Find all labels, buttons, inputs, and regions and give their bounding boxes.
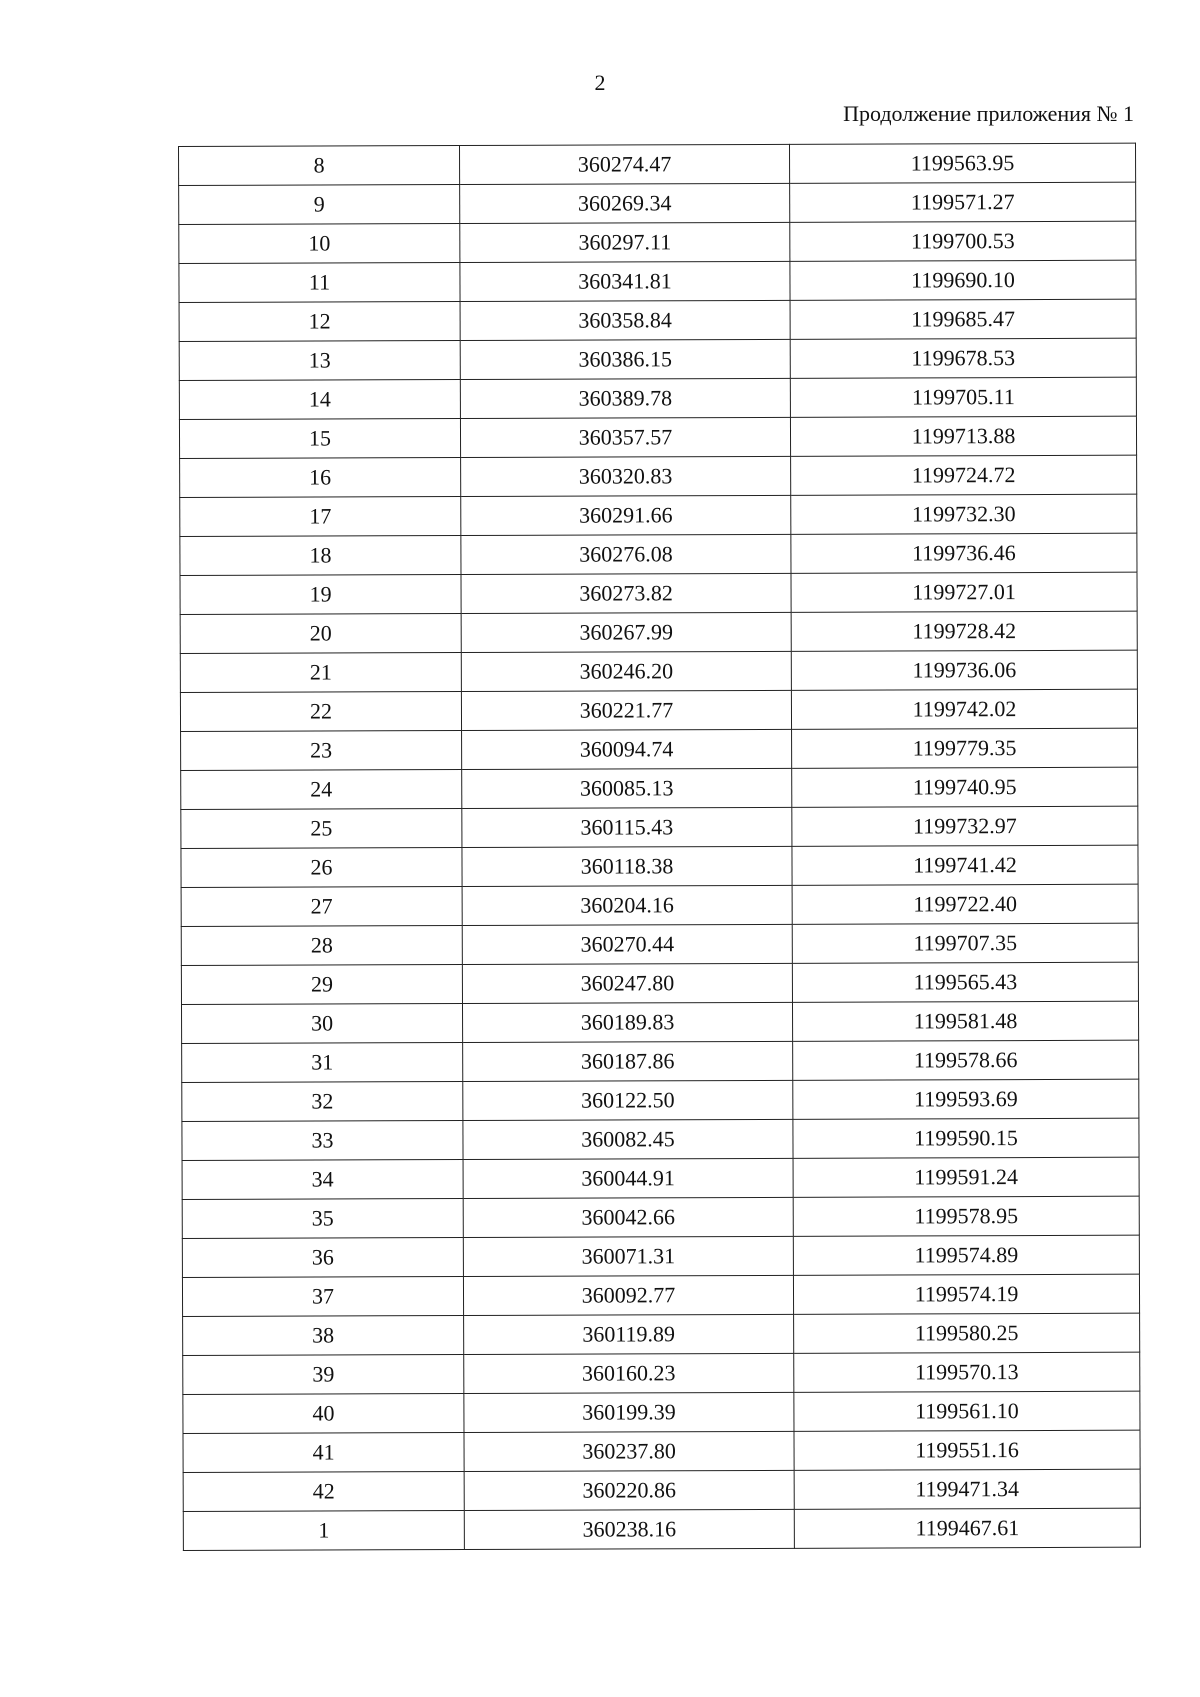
table-row <box>179 260 1136 302</box>
table-row <box>181 767 1138 809</box>
point-number-cell: 9 <box>179 185 460 225</box>
table-row <box>183 1508 1140 1550</box>
point-number-cell: 33 <box>182 1121 463 1161</box>
table-row <box>181 884 1138 926</box>
y-coordinate-cell: 1199593.69 <box>793 1079 1139 1119</box>
point-number-cell: 14 <box>179 380 460 420</box>
y-coordinate-cell: 1199722.40 <box>792 884 1138 924</box>
x-coordinate-cell: 360092.77 <box>463 1275 793 1315</box>
y-coordinate-cell: 1199727.01 <box>791 572 1137 612</box>
y-coordinate-cell: 1199565.43 <box>792 962 1138 1002</box>
x-coordinate-cell: 360247.80 <box>462 963 792 1003</box>
table-row <box>181 728 1138 770</box>
point-number-cell: 1 <box>183 1511 464 1551</box>
y-coordinate-cell: 1199591.24 <box>793 1157 1139 1197</box>
x-coordinate-cell: 360273.82 <box>461 573 791 613</box>
point-number-cell: 31 <box>182 1043 463 1083</box>
x-coordinate-cell: 360118.38 <box>462 846 792 886</box>
y-coordinate-cell: 1199707.35 <box>792 923 1138 963</box>
point-number-cell: 24 <box>181 770 462 810</box>
y-coordinate-cell: 1199705.11 <box>790 377 1136 417</box>
y-coordinate-cell: 1199690.10 <box>790 260 1136 300</box>
x-coordinate-cell: 360291.66 <box>461 495 791 535</box>
table-row <box>182 1040 1139 1082</box>
x-coordinate-cell: 360320.83 <box>461 456 791 496</box>
table-row <box>183 1391 1140 1433</box>
y-coordinate-cell: 1199570.13 <box>794 1352 1140 1392</box>
y-coordinate-cell: 1199574.89 <box>793 1235 1139 1275</box>
x-coordinate-cell: 360122.50 <box>463 1080 793 1120</box>
x-coordinate-cell: 360267.99 <box>461 612 791 652</box>
x-coordinate-cell: 360269.34 <box>460 183 790 223</box>
table-row <box>182 1079 1139 1121</box>
point-number-cell: 36 <box>182 1238 463 1278</box>
point-number-cell: 40 <box>183 1394 464 1434</box>
y-coordinate-cell: 1199779.35 <box>792 728 1138 768</box>
y-coordinate-cell: 1199713.88 <box>790 416 1136 456</box>
point-number-cell: 23 <box>181 731 462 771</box>
table-row <box>183 1313 1140 1355</box>
table-row <box>181 806 1138 848</box>
point-number-cell: 21 <box>180 653 461 693</box>
x-coordinate-cell: 360094.74 <box>462 729 792 769</box>
y-coordinate-cell: 1199581.48 <box>792 1001 1138 1041</box>
point-number-cell: 22 <box>180 692 461 732</box>
point-number-cell: 28 <box>181 926 462 966</box>
point-number-cell: 20 <box>180 614 461 654</box>
x-coordinate-cell: 360276.08 <box>461 534 791 574</box>
page-number: 2 <box>594 70 606 95</box>
y-coordinate-cell: 1199571.27 <box>790 182 1136 222</box>
table-row <box>180 494 1137 536</box>
point-number-cell: 25 <box>181 809 462 849</box>
point-number-cell: 11 <box>179 263 460 303</box>
x-coordinate-cell: 360386.15 <box>460 339 790 379</box>
y-coordinate-cell: 1199561.10 <box>794 1391 1140 1431</box>
table-row <box>179 182 1136 224</box>
point-number-cell: 29 <box>181 965 462 1005</box>
point-number-cell: 30 <box>181 1004 462 1044</box>
point-number-cell: 16 <box>180 458 461 498</box>
x-coordinate-cell: 360199.39 <box>464 1392 794 1432</box>
y-coordinate-cell: 1199728.42 <box>791 611 1137 651</box>
x-coordinate-cell: 360238.16 <box>464 1509 794 1549</box>
table-row <box>180 533 1137 575</box>
x-coordinate-cell: 360119.89 <box>464 1314 794 1354</box>
y-coordinate-cell: 1199742.02 <box>791 689 1137 729</box>
table-row <box>179 377 1136 419</box>
x-coordinate-cell: 360044.91 <box>463 1158 793 1198</box>
y-coordinate-cell: 1199574.19 <box>793 1274 1139 1314</box>
x-coordinate-cell: 360082.45 <box>463 1119 793 1159</box>
table-row <box>181 962 1138 1004</box>
y-coordinate-cell: 1199736.46 <box>791 533 1137 573</box>
x-coordinate-cell: 360246.20 <box>461 651 791 691</box>
point-number-cell: 15 <box>179 419 460 459</box>
table-row <box>181 845 1138 887</box>
table-row <box>181 923 1138 965</box>
x-coordinate-cell: 360160.23 <box>464 1353 794 1393</box>
y-coordinate-cell: 1199590.15 <box>793 1118 1139 1158</box>
point-number-cell: 26 <box>181 848 462 888</box>
point-number-cell: 12 <box>179 302 460 342</box>
table-row <box>180 572 1137 614</box>
y-coordinate-cell: 1199471.34 <box>794 1469 1140 1509</box>
table-row <box>179 143 1136 185</box>
x-coordinate-cell: 360115.43 <box>462 807 792 847</box>
table-row <box>181 1001 1138 1043</box>
y-coordinate-cell: 1199678.53 <box>790 338 1136 378</box>
y-coordinate-cell: 1199685.47 <box>790 299 1136 339</box>
y-coordinate-cell: 1199563.95 <box>789 143 1135 183</box>
table-row <box>179 221 1136 263</box>
table-row <box>180 650 1137 692</box>
point-number-cell: 10 <box>179 224 460 264</box>
x-coordinate-cell: 360085.13 <box>462 768 792 808</box>
table-row <box>179 338 1136 380</box>
point-number-cell: 35 <box>182 1199 463 1239</box>
page-caption: Продолжение приложения № 1 <box>843 101 1134 126</box>
point-number-cell: 17 <box>180 497 461 537</box>
x-coordinate-cell: 360341.81 <box>460 261 790 301</box>
y-coordinate-cell: 1199732.30 <box>791 494 1137 534</box>
point-number-cell: 37 <box>182 1277 463 1317</box>
table-row <box>182 1157 1139 1199</box>
point-number-cell: 27 <box>181 887 462 927</box>
x-coordinate-cell: 360237.80 <box>464 1431 794 1471</box>
y-coordinate-cell: 1199724.72 <box>791 455 1137 495</box>
table-row <box>182 1235 1139 1277</box>
table-row <box>182 1274 1139 1316</box>
point-number-cell: 42 <box>183 1472 464 1512</box>
table-row <box>180 611 1137 653</box>
x-coordinate-cell: 360270.44 <box>462 924 792 964</box>
point-number-cell: 39 <box>183 1355 464 1395</box>
point-number-cell: 41 <box>183 1433 464 1473</box>
table-row <box>180 689 1137 731</box>
x-coordinate-cell: 360189.83 <box>462 1002 792 1042</box>
y-coordinate-cell: 1199578.95 <box>793 1196 1139 1236</box>
y-coordinate-cell: 1199580.25 <box>794 1313 1140 1353</box>
x-coordinate-cell: 360389.78 <box>460 378 790 418</box>
y-coordinate-cell: 1199741.42 <box>792 845 1138 885</box>
y-coordinate-cell: 1199467.61 <box>794 1508 1140 1548</box>
y-coordinate-cell: 1199578.66 <box>793 1040 1139 1080</box>
point-number-cell: 32 <box>182 1082 463 1122</box>
y-coordinate-cell: 1199732.97 <box>792 806 1138 846</box>
y-coordinate-cell: 1199551.16 <box>794 1430 1140 1470</box>
table-row <box>183 1469 1140 1511</box>
point-number-cell: 13 <box>179 341 460 381</box>
x-coordinate-cell: 360204.16 <box>462 885 792 925</box>
table-row <box>183 1352 1140 1394</box>
coordinates-table-body <box>179 143 1141 1550</box>
x-coordinate-cell: 360221.77 <box>461 690 791 730</box>
x-coordinate-cell: 360220.86 <box>464 1470 794 1510</box>
coordinates-table <box>178 143 1141 1551</box>
point-number-cell: 19 <box>180 575 461 615</box>
x-coordinate-cell: 360187.86 <box>463 1041 793 1081</box>
y-coordinate-cell: 1199736.06 <box>791 650 1137 690</box>
table-row <box>182 1196 1139 1238</box>
x-coordinate-cell: 360358.84 <box>460 300 790 340</box>
x-coordinate-cell: 360297.11 <box>460 222 790 262</box>
point-number-cell: 38 <box>183 1316 464 1356</box>
y-coordinate-cell: 1199740.95 <box>792 767 1138 807</box>
y-coordinate-cell: 1199700.53 <box>790 221 1136 261</box>
x-coordinate-cell: 360042.66 <box>463 1197 793 1237</box>
table-row <box>179 299 1136 341</box>
table-row <box>182 1118 1139 1160</box>
x-coordinate-cell: 360357.57 <box>460 417 790 457</box>
x-coordinate-cell: 360071.31 <box>463 1236 793 1276</box>
point-number-cell: 8 <box>179 146 460 186</box>
point-number-cell: 34 <box>182 1160 463 1200</box>
point-number-cell: 18 <box>180 536 461 576</box>
table-row <box>179 416 1136 458</box>
table-row <box>183 1430 1140 1472</box>
table-row <box>180 455 1137 497</box>
x-coordinate-cell: 360274.47 <box>460 144 790 184</box>
